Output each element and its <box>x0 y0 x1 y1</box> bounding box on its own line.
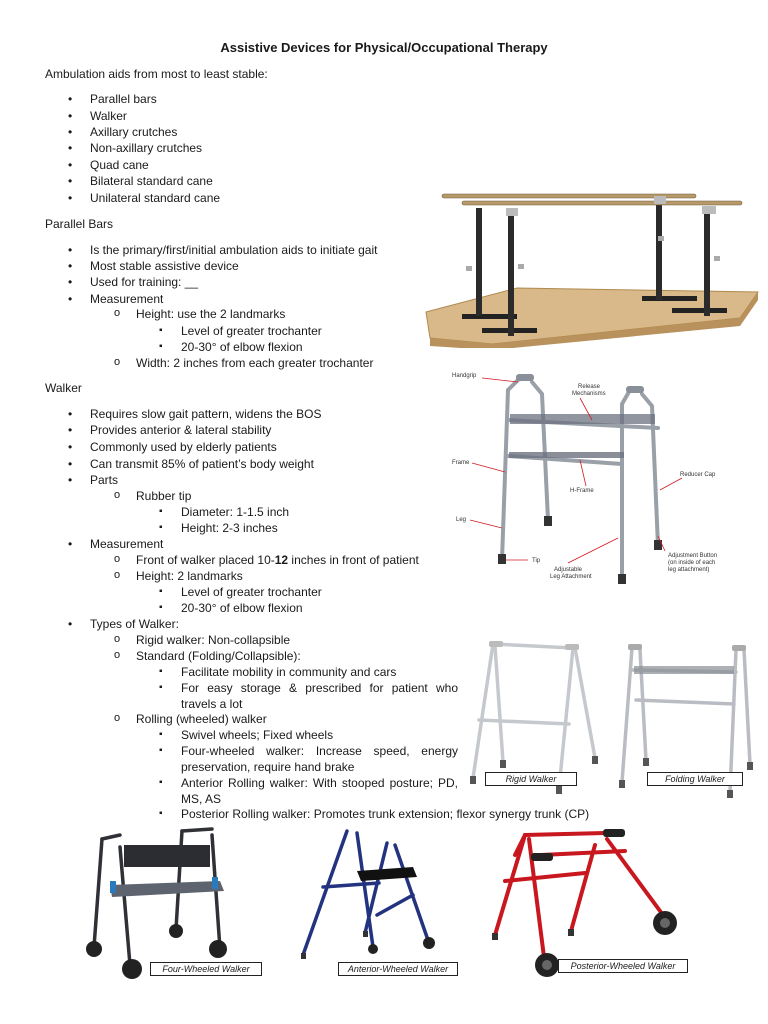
list-item: • Most stable assistive device <box>90 258 239 274</box>
list-item: o Rubber tip <box>136 488 191 504</box>
label-adjustable: Adjustable <box>554 567 583 573</box>
list-item: • Commonly used by elderly patients <box>90 439 277 455</box>
list-item: • Parallel bars <box>90 91 157 107</box>
list-item: • Measurement <box>90 536 163 552</box>
list-item: • Provides anterior & lateral stability <box>90 422 271 438</box>
page-title: Assistive Devices for Physical/Occupational Therapy <box>220 40 548 55</box>
label-frame: Frame <box>452 460 470 466</box>
list-item: • Quad cane <box>90 157 149 173</box>
list-item: o Height: use the 2 landmarks <box>136 306 285 322</box>
list-item: • Parts <box>90 472 118 488</box>
list-item: o Rigid walker: Non-collapsible <box>136 632 290 648</box>
list-item: o Standard (Folding/Collapsible): <box>136 648 301 664</box>
parallel-bars-image <box>422 188 762 348</box>
caption-anterior-wheeled-walker: Anterior-Wheeled Walker <box>338 962 458 976</box>
anterior-wheeled-walker-image <box>295 825 445 960</box>
caption-four-wheeled-walker: Four-Wheeled Walker <box>150 962 262 976</box>
label-mechanisms: Mechanisms <box>572 391 606 397</box>
walker-parts-diagram <box>450 368 730 593</box>
list-item: ▪ Facilitate mobility in community and cars <box>181 664 396 680</box>
list-item: ▪ Anterior Rolling walker: With stooped posture; PD, MS, AS <box>181 775 458 807</box>
list-item: ▪ Four-wheeled walker: Increase speed, energy preservation, require hand brake <box>181 743 458 775</box>
intro-text: Ambulation aids from most to least stable: <box>45 67 268 81</box>
list-item: • Measurement <box>90 291 163 307</box>
label-hframe: H-Frame <box>570 488 594 494</box>
list-item: o Rolling (wheeled) walker <box>136 711 267 727</box>
label-leg-attachment: Leg Attachment <box>550 574 592 580</box>
list-item: ▪ Swivel wheels; Fixed wheels <box>181 727 333 743</box>
list-item: • Unilateral standard cane <box>90 190 220 206</box>
list-item <box>136 552 419 568</box>
label-reducer-cap: Reducer Cap <box>680 472 716 478</box>
label-handgrip: Handgrip <box>452 373 477 379</box>
front-text-bold: 12 <box>274 553 289 567</box>
caption-folding-walker: Folding Walker <box>647 772 743 786</box>
list-item: ▪ 20-30° of elbow flexion <box>181 600 303 616</box>
label-leg: Leg <box>456 517 467 523</box>
label-adjustment-button-note1: (on inside of each <box>668 560 716 566</box>
list-item: • Requires slow gait pattern, widens the BOS <box>90 406 321 422</box>
section-heading-walker: Walker <box>45 381 82 395</box>
list-item: ▪ Posterior Rolling walker: Promotes trunk extension; flexor synergy trunk (CP) <box>181 806 589 822</box>
list-item: • Non-axillary crutches <box>90 140 202 156</box>
list-item: ▪ Diameter: 1-1.5 inch <box>181 504 289 520</box>
label-tip: Tip <box>532 558 541 564</box>
list-item: o Height: 2 landmarks <box>136 568 243 584</box>
list-item: ▪ Level of greater trochanter <box>181 323 322 339</box>
front-text-pre: Front of walker placed 10- <box>136 553 275 567</box>
list-item: • Is the primary/first/initial ambulation aids to initiate gait <box>90 242 377 258</box>
list-item: • Bilateral standard cane <box>90 173 213 189</box>
four-wheeled-walker-image <box>80 825 240 985</box>
list-item: ▪ Height: 2-3 inches <box>181 520 278 536</box>
list-item: ▪ 20-30° of elbow flexion <box>181 339 303 355</box>
front-text-post: inches in front of patient <box>288 553 419 567</box>
list-item: o Width: 2 inches from each greater trochanter <box>136 355 373 371</box>
list-item: • Used for training: __ <box>90 274 198 290</box>
label-adjustment-button-note2: leg attachment) <box>668 567 710 573</box>
list-item: • Axillary crutches <box>90 124 177 140</box>
section-heading-parallel-bars: Parallel Bars <box>45 217 114 231</box>
caption-rigid-walker: Rigid Walker <box>485 772 577 786</box>
list-item: • Walker <box>90 108 127 124</box>
list-item: ▪ For easy storage & prescribed for patient who travels a lot <box>181 680 458 712</box>
list-item: • Types of Walker: <box>90 616 179 632</box>
list-item: ▪ Level of greater trochanter <box>181 584 322 600</box>
label-adjustment-button: Adjustment Button <box>668 553 718 559</box>
caption-posterior-wheeled-walker: Posterior-Wheeled Walker <box>558 959 688 973</box>
list-item: • Can transmit 85% of patient’s body weight <box>90 456 314 472</box>
label-release: Release <box>578 384 601 390</box>
